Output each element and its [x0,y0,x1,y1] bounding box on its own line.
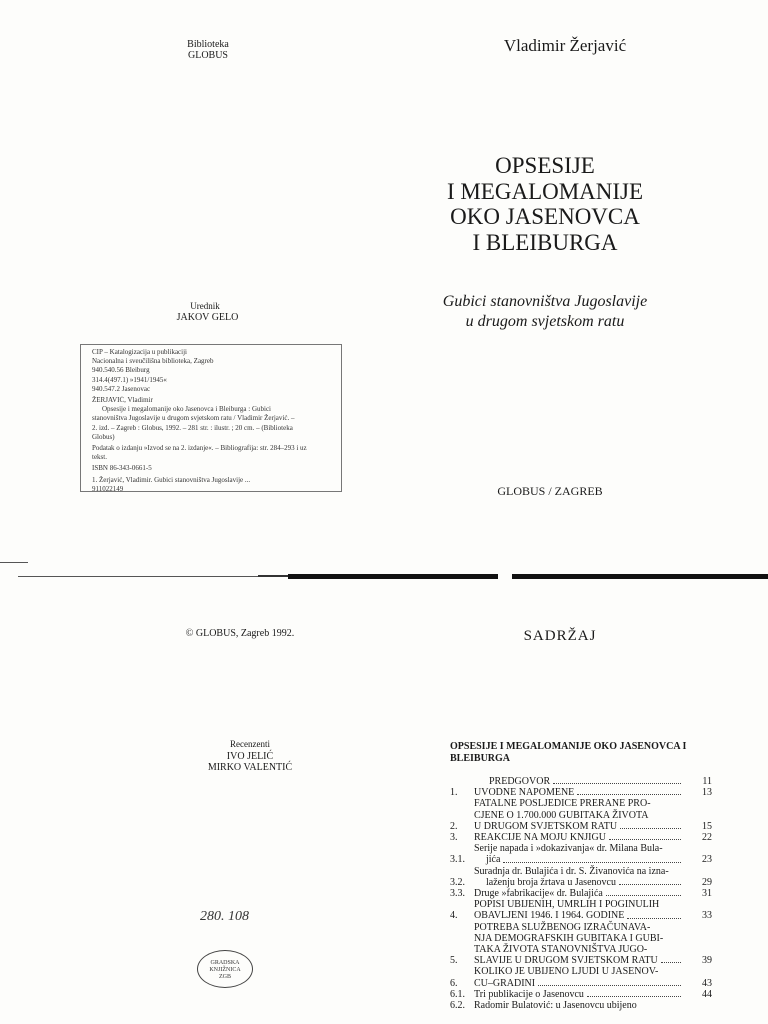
toc-text-line: FATALNE POSLJEDICE PRERANE PRO- [474,798,651,810]
toc-page: 13 [702,787,712,799]
toc-leader [553,783,681,784]
cip-line: Globus) [92,432,115,441]
toc-num: 4. [450,910,458,922]
book-subtitle [400,292,690,332]
cip-line: ISBN 86-343-0661-5 [92,464,152,473]
toc-leader [538,978,681,986]
cip-line: 2. izd. – Zagreb : Globus, 1992. – 281 str. : ilustr. ; 20 cm. – (Biblioteka [92,423,293,432]
author-name: Vladimir Žerjavić [503,36,627,55]
toc-num: 3. [450,832,458,844]
stamp-line: GRADSKA [210,960,240,966]
cip-line: Podatak o izdanju »Izvod se na 2. izdanje«. – Bibliografija: str. 284–293 i uz [92,444,307,453]
editor-label: Urednik [190,301,220,311]
toc-text-line: CU–GRADINI [474,977,536,989]
library-stamp [197,950,253,988]
toc-page: 11 [702,776,712,787]
toc-leader [577,794,681,795]
toc-text [474,866,684,888]
toc-section-title: OPSESIJE I MEGALOMANIJE OKO JASENOVCA I BLEIBURGA [450,741,687,764]
reviewers-label: Recenzenti [230,739,270,749]
toc-leader [503,854,681,862]
cip-line: CIP – Katalogizacija u publikaciji [92,348,187,356]
series-name: GLOBUS [187,50,228,61]
toc-page: 23 [702,854,712,866]
toc-text [474,966,684,988]
toc-num: 3.1. [450,854,465,866]
toc-entry[interactable] [450,866,712,888]
toc-text: Tri publikacije o Jasenovcu [474,988,584,1000]
toc-entry[interactable] [450,798,712,832]
toc-page: 39 [702,955,712,967]
title-line: I MEGALOMANIJE [446,178,644,204]
toc-num: 3.3. [450,888,465,900]
toc-num: 3.2. [450,876,465,888]
toc-list [450,776,712,1011]
toc-text-line: POTREBA SLUŽBENOG IZRAČUNAVA- [474,921,651,933]
editor-name: JAKOV GELO [176,312,239,323]
stamp-line: KNJIŽNICA [209,967,241,973]
toc-text-line: U DRUGOM SVJETSKOM RATU [474,820,618,832]
toc-entry[interactable] [450,1000,712,1011]
reviewer-name: MIRKO VALENTIĆ [207,762,293,773]
cip-record [80,344,342,492]
seam-line [258,575,288,577]
toc-entry[interactable] [450,787,712,798]
cip-line: Nacionalna i sveučilišna biblioteka, Zagreb [92,357,214,366]
toc-leader [606,895,681,896]
stamp-line: ZGB [219,974,231,980]
handwritten-number: 280. 108 [200,909,249,924]
toc-text-line: SLAVIJE U DRUGOM SVJETSKOM RATU [474,955,658,967]
publisher: GLOBUS / ZAGREB [497,484,603,498]
cip-line: 1. Žerjavić, Vladimir. Gubici stanovništva Jugoslavije ... [92,475,251,484]
toc-leader [609,839,681,840]
seam-band [288,574,498,579]
reviewer-name: IVO JELIĆ [226,751,274,762]
toc-text-line: POPISI UBIJENIH, UMRLIH I POGINULIH [474,899,660,911]
toc-text-line: TAKA ŽIVOTA STANOVNIŠTVA JUGO- [474,944,648,956]
toc-text-line: Suradnja dr. Bulajića i dr. S. Živanovića na izna- [474,865,669,877]
toc-num: 1. [450,787,458,799]
toc-page: 15 [702,820,712,832]
toc-page: 33 [702,910,712,922]
title-line: I BLEIBURGA [472,229,618,255]
toc-leader [620,821,681,829]
toc-text-line: CJENE O 1.700.000 GUBITAKA ŽIVOTA [474,809,649,821]
toc-text-line: OBAVLJENI 1946. I 1964. GODINE [474,910,625,922]
seam-line [18,576,258,577]
toc-text [474,843,684,865]
toc-entry[interactable] [450,888,712,899]
toc-text-line: KOLIKO JE UBIJENO LJUDI U JASENOV- [474,966,659,978]
toc-entry[interactable] [450,832,712,843]
toc-text: Radomir Bulatović: u Jasenovcu ubijeno [474,1000,637,1012]
toc-leader [661,955,681,963]
title-line: OPSESIJE [495,153,595,178]
copyright-line: © GLOBUS, Zagreb 1992. [185,628,295,639]
title-line: OKO JASENOVCA [450,204,640,229]
subtitle-line: u drugom svjetskom ratu [465,313,625,330]
toc-entry[interactable] [450,966,712,988]
toc-text: UVODNE NAPOMENE [474,787,575,799]
toc-entry[interactable] [450,843,712,865]
seam-band [512,574,768,579]
subtitle-line: Gubici stanovništva Jugoslavije [442,293,648,310]
toc-leader [627,910,681,918]
toc-page: 43 [702,977,712,989]
toc-entry[interactable] [450,989,712,1000]
book-title [400,153,690,255]
toc-text-line: Serije napada i »dokazivanja« dr. Milana Bula- [474,843,663,855]
toc-num: 2. [450,820,458,832]
cip-line: 314.4(497.1) »1941/1945« [92,375,167,384]
series-label: Biblioteka [187,39,229,50]
cip-line: Opsesije i megalomanije oko Jasenovca i Bleiburga : Gubici [102,405,271,414]
toc-entry[interactable] [450,776,712,787]
toc-text [474,798,684,832]
cip-line: 940.540.56 Bleiburg [92,366,150,375]
toc-heading: SADRŽAJ [523,628,597,644]
toc-page: 22 [702,832,712,844]
toc-num: 6.1. [450,988,465,1000]
toc-num: 5. [450,955,458,967]
toc-text [474,899,684,921]
seam-line [0,562,28,563]
toc-page: 44 [702,988,712,1000]
toc-num: 6. [450,977,458,989]
cip-line: 940.547.2 Jasenovac [92,384,151,393]
toc-leader [587,996,681,997]
toc-page: 29 [702,876,712,888]
toc-leader [619,877,681,885]
toc-text: PREDGOVOR [489,776,551,787]
cip-line: stanovništva Jugoslavije u drugom svjetskom ratu / Vladimir Žerjavić. – [92,414,295,423]
toc-text [474,922,684,967]
toc-entry[interactable] [450,899,712,921]
toc-text: Druge »fabrikacije« dr. Bulajića [474,888,603,900]
toc-text-line: NJA DEMOGRAFSKIH GUBITAKA I GUBI- [474,932,664,944]
cip-line: 911022149 [92,484,124,493]
toc-text-line: jića [486,854,501,866]
toc-text: REAKCIJE NA MOJU KNJIGU [474,832,606,844]
cip-line: ŽERJAVIĆ, Vladimir [92,396,153,405]
toc-text-line: laženju broja žrtava u Jasenovcu [486,876,616,888]
toc-page: 31 [702,888,712,900]
toc-entry[interactable] [450,922,712,967]
cip-line: tekst. [92,453,107,462]
toc-num: 6.2. [450,1000,465,1012]
